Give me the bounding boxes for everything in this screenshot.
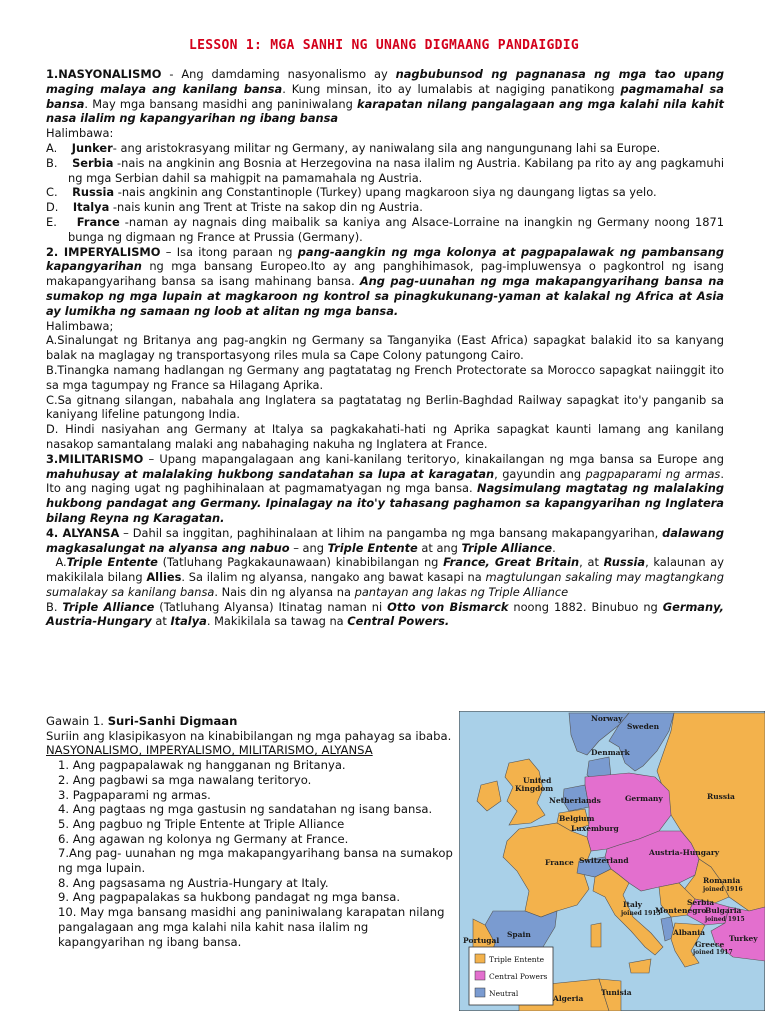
map-label-sweden: Sweden — [627, 722, 660, 731]
map-label-luxemburg: Luxemburg — [571, 824, 619, 833]
map-label-italy-joined: joined 1915 — [621, 910, 661, 917]
map-legend — [469, 947, 553, 1005]
halimbawa-label: Halimbawa; — [46, 318, 114, 333]
militarismo-heading: 3.MILITARISMO — [46, 451, 144, 466]
imp-example-c: C.Sa gitnang silangan, nabahala ang Inglatera sa pagtatatag ng Berlin-Baghdad Railway sapagkat ito'y panganib sa kaniyang lifeline patungong India. — [46, 392, 724, 422]
legend-label-central: Central Powers — [489, 972, 548, 981]
activity-instructions: Suriin ang klasipikasyon na kinabibilangan ng mga pahayag sa ibaba. NASYONALISMO, IMPERYALISMO, MILITARISMO, ALYANSA — [46, 728, 452, 758]
activity-item: 6. Ang agawan ng kolonya ng Germany at France. — [58, 831, 349, 846]
europe-alliance-map — [459, 711, 765, 1011]
map-label-spain: Spain — [507, 930, 531, 939]
map-label-netherlands: Netherlands — [549, 796, 601, 805]
map-label-bulgaria: Bulgaria — [705, 906, 742, 915]
map-label-italy: Italy — [623, 900, 643, 909]
map-label-belgium: Belgium — [559, 814, 595, 823]
alyansa-triple-alliance: B. Triple Alliance (Tatluhang Alyansa) Itinatag naman ni Otto von Bismarck noong 1882. Binubuo ng Germany, Austria-Hungary at Italya. Makikilala sa tawag na Central Powers. — [46, 599, 724, 629]
map-label-montenegro: Montenegro — [655, 906, 707, 915]
map-sardinia — [591, 923, 601, 947]
map-label-france: France — [545, 858, 574, 867]
activity-item: 7.Ang pag- uunahan ng mga makapangyarihang bansa na sumakop ng mga lupain. — [58, 846, 453, 876]
activity-section — [46, 714, 456, 949]
alyansa-heading: 4. ALYANSA — [46, 525, 120, 540]
nasyonalismo-heading: 1.NASYONALISMO — [46, 67, 162, 81]
nas-example-e: E. France -naman ay nagnais ding maibalik sa kaniya ang Alsace-Lorraine na inangkin ng Germany noong 1871 bunga ng digmaan ng France at Prussia (Germany). — [46, 214, 724, 244]
militarismo-paragraph: 3.MILITARISMO – Upang mapangalagaan ang kani-kanilang teritoryo, kinakailangan ng mga bansa sa Europe ang mahuhusay at malalaking hukbong sandatahan sa lupa at karagatan, gayundin ang pagpaparami ng armas. Ito ang naging ugat ng paghihinalaan at pagmamatyagan ng mga bansa. Nagsimulang magtatag ng malalaking hukbong pandagat ang Germany. Ipinalagay na ito'y tahasang paghamon sa kapangyarihan ng Inglatera bilang Reyna ng Karagatan. — [46, 451, 724, 525]
imperyalismo-paragraph: 2. IMPERYALISMO – Isa itong paraan ng pang-aangkin ng mga kolonya at pagpapalawak ng pambansang kapangyarihan ng mga bansang Europeo.Ito ay ang panghihimasok, pag-impluwensya o pagkontrol ng isang makapangyarihang bansa sa isang mahinang bansa. Ang pag-uunahan ng mga makapangyarihang bansa na sumakop ng mga lupain at magkaroon ng kontrol sa pinagkukunang-yaman at kalakal ng Africa at Asia ay lumikha ng samaan ng loob at alitan ng mga bansa. — [46, 244, 725, 318]
halimbawa-label: Halimbawa: — [46, 126, 114, 141]
activity-categories: NASYONALISMO, IMPERYALISMO, MILITARISMO, ALYANSA — [46, 743, 373, 758]
activity-item: 3. Pagpaparami ng armas. — [58, 787, 211, 802]
lesson-title: LESSON 1: MGA SANHI NG UNANG DIGMAANG PANDAIGDIG — [188, 38, 580, 53]
nasyonalismo-paragraph: 1.NASYONALISMO - Ang damdaming nasyonalismo ay nagbubunsod ng pagnanasa ng mga tao upang maging malaya ang kanilang bansa. Kung minsan, ito ay lumalabis at nagiging panatikong pagmamahal sa bansa. May mga bansang masidhi ang paniniwalang karapatan nilang pangalagaan ang mga kalahi nila kahit nasa ilalim ng kapangyarihan ng ibang bansa — [46, 67, 724, 126]
map-label-russia: Russia — [707, 792, 735, 801]
map-label-germany: Germany — [625, 794, 663, 803]
map-label-norway: Norway — [591, 714, 623, 723]
map-label-algeria: Algeria — [553, 994, 584, 1003]
legend-label-neutral: Neutral — [489, 989, 519, 998]
map-label-portugal: Portugal — [463, 936, 500, 945]
map-label-turkey: Turkey — [729, 934, 758, 943]
map-label-romania-joined: joined 1916 — [703, 886, 743, 893]
activity-item: 1. Ang pagpapalawak ng hangganan ng Britanya. — [58, 758, 346, 773]
legend-swatch-entente — [475, 954, 485, 963]
nas-example-b: B. Serbia -nais na angkinin ang Bosnia at Herzegovina na nasa ilalim ng Austria. Kabilang pa rito ay ang pagkamuhi ng mga Serbian dahil sa mahigpit na pamamahala ng Austria. — [46, 155, 724, 185]
legend-swatch-central — [475, 971, 485, 980]
map-label-albania: Albania — [673, 928, 705, 937]
activity-heading: Gawain 1. Suri-Sanhi Digmaan — [46, 714, 238, 728]
map-label-kingdom: Kingdom — [515, 784, 554, 793]
map-label-tunisia: Tunisia — [601, 988, 632, 997]
legend-swatch-neutral — [475, 988, 485, 997]
activity-item: 8. Ang pagsasama ng Austria-Hungary at Italy. — [58, 875, 329, 890]
alyansa-triple-entente: A.Triple Entente (Tatluhang Pagkakaunawaan) kinabibilangan ng France, Great Britain, at Russia, kalaunan ay makikilala bilang Allies. Sa ilalim ng alyansa, nangako ang bawat kasapi na magtulungan sakaling may magtangkang sumalakay sa kanilang bansa. Nais din ng alyansa na pantayan ang lakas ng Triple Alliance — [46, 555, 725, 599]
map-label-serbia: Serbia — [687, 898, 715, 907]
nas-example-a: A. Junker- ang aristokrasyang militar ng Germany, ay naniwalang sila ang nangungunang lahi sa Europe. — [46, 140, 661, 155]
map-label-austria-hungary: Austria-Hungary — [649, 848, 720, 857]
activity-item: 4. Ang pagtaas ng mga gastusin ng sandatahan ng isang bansa. — [58, 802, 433, 817]
nas-example-d: D. Italya -nais kunin ang Trent at Triste na sakop din ng Austria. — [46, 200, 423, 215]
imp-example-d: D. Hindi nasiyahan ang Germany at Italya sa pagkakahati-hati ng Aprika sapagkat kaunti lamang ang kanilang nasakop samantalang malaki ang nabahaging nakuha ng Inglatera at France. — [46, 422, 724, 451]
activity-item: 10. May mga bansang masidhi ang paniniwalang karapatan nilang pangalagaan ang mga kalahi nila kahit nasa ilalim ng kapangyarihan ng ibang bansa. — [58, 905, 445, 949]
lesson-body — [46, 67, 724, 629]
map-label-united: United — [523, 776, 552, 785]
alyansa-paragraph: 4. ALYANSA – Dahil sa inggitan, paghihinalaan at lihim na pangamba ng mga bansang makapangyarihan, dalawang magkasalungat na alyansa ang nabuo – ang Triple Entente at ang Triple Alliance. — [46, 525, 724, 555]
activity-item: 5. Ang pagbuo ng Triple Entente at Triple Alliance — [58, 816, 345, 831]
activity-item: 2. Ang pagbawi sa mga nawalang teritoryo. — [58, 772, 312, 787]
map-label-switzerland: Switzerland — [579, 856, 629, 865]
map-label-greece: Greece — [695, 940, 725, 949]
map-label-bulgaria-joined: joined 1915 — [705, 916, 745, 923]
legend-label-entente: Triple Entente — [489, 955, 545, 964]
map-label-greece-joined: joined 1917 — [693, 949, 733, 956]
imp-example-a: A.Sinalungat ng Britanya ang pag-angkin ng Germany sa Tanganyika (East Africa) sapagkat balakid ito sa kanyang balak na maglagay ng transportasyong riles mula sa Cape Colony patungong Cairo. — [46, 333, 724, 363]
imp-example-b: B.Tinangka namang hadlangan ng Germany ang pagtatatag ng French Protectorate sa Morocco sapagkat naiinggit ito sa mga tagumpay ng France sa Hilagang Aprika. — [46, 362, 724, 392]
imperyalismo-heading: 2. IMPERYALISMO — [46, 244, 161, 259]
activity-item: 9. Ang pagpapalakas sa hukbong pandagat ng mga bansa. — [58, 890, 401, 905]
nas-example-c: C. Russia -nais angkinin ang Constantinople (Turkey) upang magkaroon siya ng daungang ligtas sa yelo. — [46, 185, 657, 200]
map-label-romania: Romania — [703, 876, 741, 885]
map-label-denmark: Denmark — [591, 748, 630, 757]
